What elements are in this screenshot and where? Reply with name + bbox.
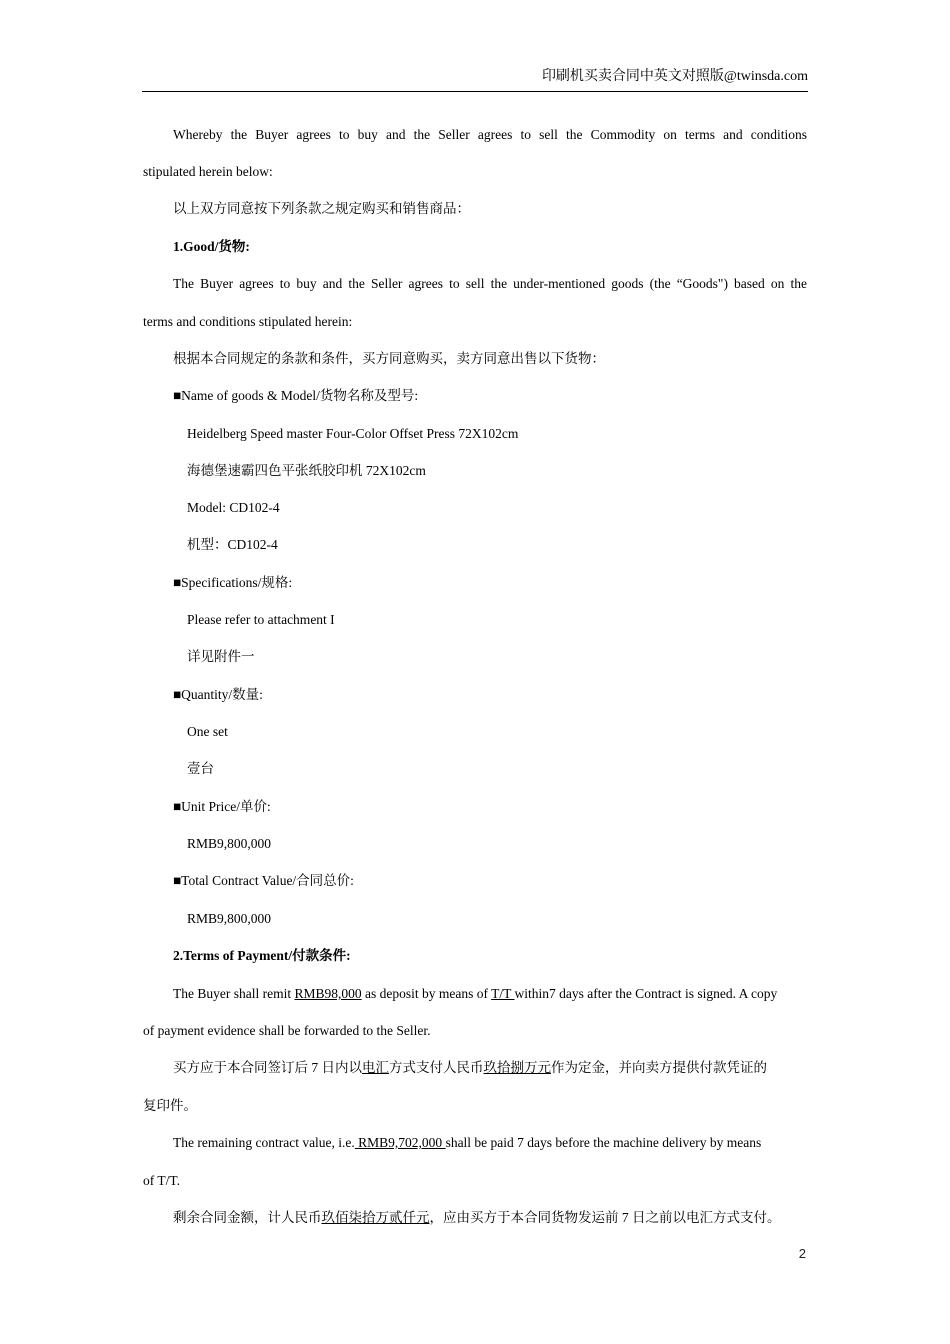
remaining-amount-chinese: 玖佰柒拾万贰仟元 xyxy=(321,1210,430,1225)
goods-name-heading xyxy=(173,386,418,406)
specifications-english: Please refer to attachment I xyxy=(187,612,335,627)
bullet-square-icon: ■ xyxy=(173,687,182,702)
goods-name-english: Heidelberg Speed master Four-Color Offset Press 72X102cm xyxy=(187,426,519,441)
section-1-chinese: 根据本合同规定的条款和条件，买方同意购买，卖方同意出售以下货物： xyxy=(173,351,605,366)
intro-chinese: 以上双方同意按下列条款之规定购买和销售商品： xyxy=(173,201,470,216)
goods-model-english: Model: CD102-4 xyxy=(187,500,280,515)
unit-price-heading xyxy=(173,797,271,817)
unit-price-value: RMB9,800,000 xyxy=(187,836,272,851)
total-value-amount: RMB9,800,000 xyxy=(187,911,272,926)
specifications-label: Specifications/规格: xyxy=(181,575,293,590)
goods-name-chinese: 海德堡速霸四色平张纸胶印机 72X102cm xyxy=(187,463,426,478)
intro-english-line-1: Whereby the Buyer agrees to buy and the Seller agrees to sell the Commodity on terms and conditions xyxy=(173,127,807,142)
page-header xyxy=(142,62,808,92)
deposit-amount-chinese: 玖拾捌万元 xyxy=(483,1060,551,1075)
payment-english-1: The Buyer shall remit RMB98,000 as deposit by means of T/T within7 days after the Contract is signed. A copy xyxy=(173,986,778,1001)
quantity-english: One set xyxy=(187,724,228,739)
section-1-title: 1.Good/货物: xyxy=(173,239,250,254)
page-number: 2 xyxy=(798,1246,806,1261)
quantity-label: Quantity/数量: xyxy=(181,687,263,702)
payment-english-2: The remaining contract value, i.e. RMB9,702,000 shall be paid 7 days before the machine delivery by means xyxy=(173,1135,762,1150)
payment-method: T/T xyxy=(491,986,515,1001)
header-title: 印刷机买卖合同中英文对照版@twinsda.com xyxy=(541,69,808,84)
specifications-chinese: 详见附件一 xyxy=(187,649,255,664)
section-1-english-line-1: The Buyer agrees to buy and the Seller agrees to sell the under-mentioned goods (the “Goods") based on the xyxy=(173,276,807,291)
quantity-heading xyxy=(173,685,263,705)
specifications-heading xyxy=(173,573,292,593)
total-value-heading xyxy=(173,871,354,891)
total-value-label: Total Contract Value/合同总价: xyxy=(181,873,354,888)
payment-chinese-1-line-2: 复印件。 xyxy=(143,1098,197,1113)
section-1-english-line-2: terms and conditions stipulated herein: xyxy=(143,314,353,329)
bullet-square-icon: ■ xyxy=(173,873,182,888)
payment-chinese-2: 剩余合同金额，计人民币玖佰柒拾万贰仟元，应由买方于本合同货物发运前 7 日之前以电汇方式支付。 xyxy=(173,1210,781,1225)
payment-chinese-1: 买方应于本合同签订后 7 日内以电汇方式支付人民币玖拾捌万元作为定金，并向卖方提供付款凭证的 xyxy=(173,1060,767,1075)
bullet-square-icon: ■ xyxy=(173,799,182,814)
remaining-amount: RMB9,702,000 xyxy=(354,1135,446,1150)
payment-english-1-line-2: of payment evidence shall be forwarded to the Seller. xyxy=(143,1023,431,1038)
payment-english-2-line-2: of T/T. xyxy=(143,1173,180,1188)
bullet-square-icon: ■ xyxy=(173,388,182,403)
deposit-amount: RMB98,000 xyxy=(294,986,362,1001)
section-2-title: 2.Terms of Payment/付款条件: xyxy=(173,948,351,963)
goods-name-label: Name of goods & Model/货物名称及型号: xyxy=(181,388,419,403)
unit-price-label: Unit Price/单价: xyxy=(181,799,271,814)
goods-model-chinese: 机型：CD102-4 xyxy=(187,537,278,552)
payment-method-chinese: 电汇 xyxy=(362,1060,389,1075)
intro-english-line-2: stipulated herein below: xyxy=(143,164,273,179)
quantity-chinese: 壹台 xyxy=(187,761,214,776)
bullet-square-icon: ■ xyxy=(173,575,182,590)
